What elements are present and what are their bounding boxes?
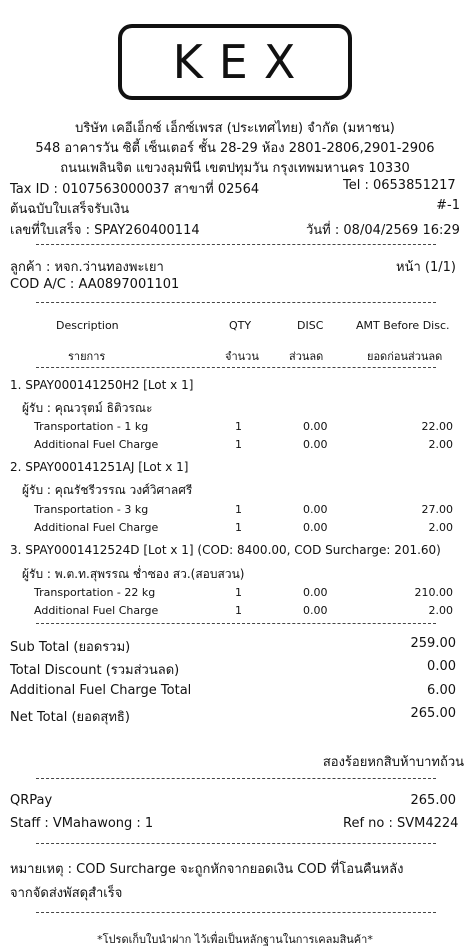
divider <box>36 912 436 913</box>
line-qty: 1 <box>235 604 242 617</box>
line-qty: 1 <box>235 420 242 433</box>
line-disc: 0.00 <box>303 586 328 599</box>
kex-logo <box>118 24 352 100</box>
divider <box>36 302 436 303</box>
payment-amount: 265.00 <box>410 793 456 808</box>
line-amount: 2.00 <box>428 521 453 534</box>
line-description: Additional Fuel Charge <box>34 604 159 617</box>
line-disc: 0.00 <box>303 503 328 516</box>
column-header-amount: AMT Before Disc. <box>356 319 450 332</box>
line-amount: 22.00 <box>421 420 453 433</box>
document-type: ต้นฉบับใบเสร็จรับเงิน <box>10 202 130 217</box>
staff-name: Staff : VMahawong : 1 <box>10 816 154 831</box>
fuel-charge-total-label: Additional Fuel Charge Total <box>10 683 192 698</box>
column-header-qty: QTY <box>229 319 252 332</box>
line-description: Transportation - 22 kg <box>34 586 156 599</box>
line-disc: 0.00 <box>303 521 328 534</box>
company-address-line2: ถนนเพลินจิต แขวงลุมพินี เขตปทุมวัน กรุงเทพมหานคร 10330 <box>60 161 410 176</box>
line-description: Transportation - 3 kg <box>34 503 149 516</box>
item-title: 3. SPAY0001412524D [Lot x 1] (COD: 8400.00, COD Surcharge: 201.60) <box>10 543 441 557</box>
amount-in-words: สองร้อยหกสิบห้าบาทถ้วน <box>322 755 464 770</box>
column-header-disc-thai: ส่วนลด <box>289 350 324 363</box>
line-description: Transportation - 1 kg <box>34 420 149 433</box>
cod-account: COD A/C : AA0897001101 <box>10 277 180 292</box>
item-receiver: ผู้รับ : คุณวรุตม์ ธิติวรณะ <box>22 401 153 415</box>
column-header-qty-thai: จำนวน <box>225 350 259 363</box>
divider <box>36 778 436 779</box>
company-name: บริษัท เคอีเอ็กซ์ เอ็กซ์เพรส (ประเทศไทย) จำกัด (มหาชน) <box>75 121 395 136</box>
line-qty: 1 <box>235 521 242 534</box>
column-header-description-thai: รายการ <box>68 350 106 363</box>
note-line1: หมายเหตุ : COD Surcharge จะถูกหักจากยอดเงิน COD ที่โอนคืนหลัง <box>10 862 404 877</box>
divider <box>36 367 436 368</box>
line-amount: 210.00 <box>414 586 453 599</box>
line-disc: 0.00 <box>303 438 328 451</box>
column-header-amount-thai: ยอดก่อนส่วนลด <box>367 350 443 363</box>
column-header-disc: DISC <box>297 319 324 332</box>
column-header-description: Description <box>56 319 119 332</box>
item-receiver: ผู้รับ : พ.ต.ท.สุพรรณ ช่ำซอง สว.(สอบสวน) <box>22 567 245 581</box>
tax-id: Tax ID : 0107563000037 สาขาที่ 02564 <box>10 182 260 197</box>
line-amount: 2.00 <box>428 604 453 617</box>
item-receiver: ผู้รับ : คุณรัชรีวรรณ วงศ์วิศาลศรี <box>22 483 193 497</box>
page-indicator: หน้า (1/1) <box>396 260 456 275</box>
subtotal-value: 259.00 <box>410 636 456 651</box>
telephone: Tel : 0653851217 <box>343 178 456 193</box>
copy-number: #-1 <box>436 198 460 213</box>
payment-method: QRPay <box>10 793 53 808</box>
kex-logo-text: KEX <box>172 35 312 89</box>
line-amount: 2.00 <box>428 438 453 451</box>
total-discount-value: 0.00 <box>427 659 456 674</box>
divider <box>36 623 436 624</box>
customer-name: ลูกค้า : หจก.ว่านทองพะเยา <box>10 260 164 275</box>
company-address-line1: 548 อาคารวัน ซิตี้ เซ็นเตอร์ ชั้น 28-29 ห้อง 2801-2806,2901-2906 <box>35 141 435 156</box>
line-qty: 1 <box>235 586 242 599</box>
fuel-charge-total-value: 6.00 <box>427 683 456 698</box>
footer-note: *โปรดเก็บใบนำฝาก ไว้เพื่อเป็นหลักฐานในการเคลมสินค้า* <box>97 933 373 946</box>
note-line2: จากจัดส่งพัสดุสำเร็จ <box>10 886 123 901</box>
receipt-date: วันที่ : 08/04/2569 16:29 <box>306 223 460 238</box>
line-qty: 1 <box>235 503 242 516</box>
divider <box>36 843 436 844</box>
line-qty: 1 <box>235 438 242 451</box>
item-title: 1. SPAY000141250H2 [Lot x 1] <box>10 378 194 392</box>
net-total-label: Net Total (ยอดสุทธิ) <box>10 710 130 725</box>
item-title: 2. SPAY000141251AJ [Lot x 1] <box>10 460 189 474</box>
line-description: Additional Fuel Charge <box>34 438 159 451</box>
receipt-number: เลขที่ใบเสร็จ : SPAY260400114 <box>10 223 200 238</box>
reference-number: Ref no : SVM4224 <box>343 816 459 831</box>
line-amount: 27.00 <box>421 503 453 516</box>
divider <box>36 244 436 245</box>
total-discount-label: Total Discount (รวมส่วนลด) <box>10 663 180 678</box>
subtotal-label: Sub Total (ยอดรวม) <box>10 640 131 655</box>
line-disc: 0.00 <box>303 604 328 617</box>
line-disc: 0.00 <box>303 420 328 433</box>
net-total-value: 265.00 <box>410 706 456 721</box>
line-description: Additional Fuel Charge <box>34 521 159 534</box>
